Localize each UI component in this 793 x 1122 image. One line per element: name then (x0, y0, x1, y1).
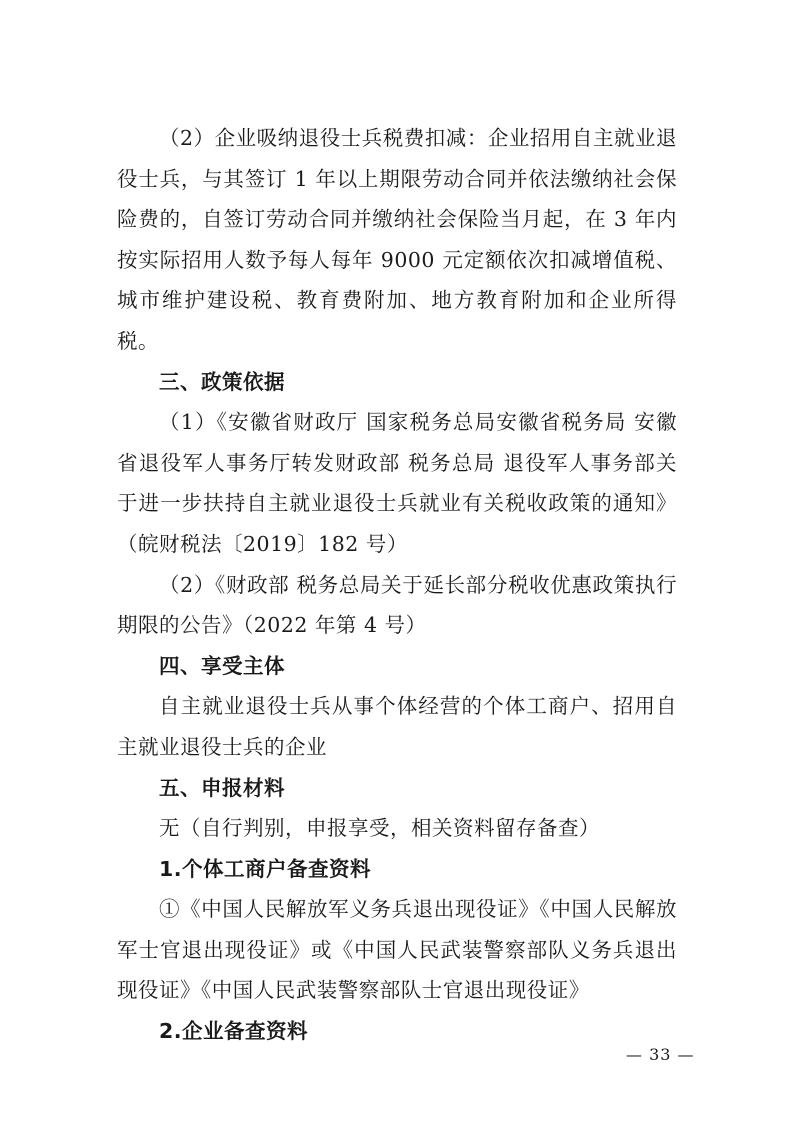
heading-beneficiary: 四、享受主体 (159, 653, 285, 678)
paragraph-beneficiary: 自主就业退役士兵从事个体经营的个体工商户、招用自主就业退役士兵的企业 (117, 694, 677, 759)
paragraph-individual-records: ①《中国人民解放军义务兵退出现役证》《中国人民解放军士官退出现役证》或《中国人民武装警察部队义务兵退出现役证》《中国人民武装警察部队士官退出现役证》 (117, 897, 677, 1003)
paragraph-filing-materials: 无（自行判别，申报享受，相关资料留存备查） (159, 816, 600, 841)
paragraph-policy-basis-2: （2）《财政部 税务总局关于延长部分税收优惠政策执行期限的公告》（2022 年第 4 号） (117, 572, 677, 638)
paragraph-tax-deduction: （2）企业吸纳退役士兵税费扣减：企业招用自主就业退役士兵，与其签订 1 年以上期限劳动合同并依法缴纳社会保险费的，自签订劳动合同并缴纳社会保险当月起，在 3 年内按实际招用人数予每人每年 9000 元定额依次扣减增值税、城市维护建设税、教育费附加、地方教育附加和企业所得税。 (117, 126, 677, 353)
heading-enterprise-records: 2.企业备查资料 (159, 1019, 309, 1044)
paragraph-policy-basis-1: （1）《安徽省财政厅 国家税务总局安徽省税务局 安徽省退役军人事务厅转发财政部 税务总局 退役军人事务部关于进一步扶持自主就业退役士兵就业有关税收政策的通知》（皖财税法〔2019〕182 号） (117, 410, 677, 556)
document-body (117, 118, 677, 1052)
heading-filing-materials: 五、申报材料 (159, 775, 285, 800)
heading-individual-records: 1.个体工商户备查资料 (159, 856, 372, 881)
heading-policy-basis: 三、政策依据 (159, 369, 285, 394)
page-number: — 33 — (626, 1045, 695, 1064)
